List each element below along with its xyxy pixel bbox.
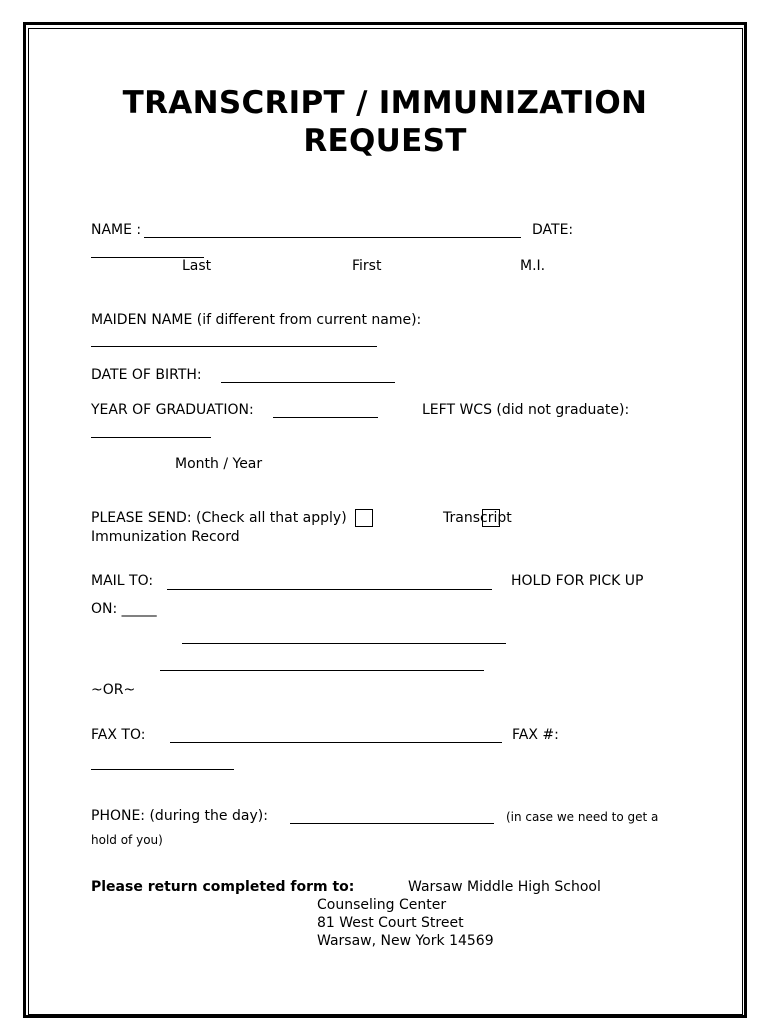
return-department: Counseling Center	[317, 897, 447, 913]
maiden-name-input-line[interactable]	[91, 346, 377, 347]
dob-input-line[interactable]	[221, 382, 395, 383]
fax-number-input-line[interactable]	[91, 769, 234, 770]
return-city: Warsaw, New York 14569	[317, 933, 494, 949]
please-send-label: PLEASE SEND: (Check all that apply)	[91, 510, 347, 526]
return-school: Warsaw Middle High School	[408, 879, 601, 895]
maiden-name-label: MAIDEN NAME (if different from current name):	[91, 312, 422, 328]
return-street: 81 West Court Street	[317, 915, 464, 931]
hold-for-pickup-label: HOLD FOR PICK UP	[511, 573, 644, 589]
immunization-option-label: Immunization Record	[91, 529, 240, 545]
phone-input-line[interactable]	[290, 823, 494, 824]
graduation-year-label: YEAR OF GRADUATION:	[91, 402, 254, 418]
fax-number-label: FAX #:	[512, 727, 559, 743]
dob-label: DATE OF BIRTH:	[91, 367, 202, 383]
mail-to-input-line-2[interactable]	[182, 643, 506, 644]
date-label: DATE:	[532, 222, 574, 238]
fax-to-input-line[interactable]	[170, 742, 502, 743]
pickup-on-label: ON: _____	[91, 601, 157, 617]
left-wcs-label: LEFT WCS (did not graduate):	[422, 402, 630, 418]
phone-note-line1: (in case we need to get a	[506, 810, 659, 824]
or-separator: ~OR~	[91, 682, 136, 698]
fax-to-label: FAX TO:	[91, 727, 146, 743]
phone-label: PHONE: (during the day):	[91, 808, 268, 824]
name-label: NAME :	[91, 222, 142, 238]
form-title-line1: TRANSCRIPT / IMMUNIZATION	[122, 85, 648, 121]
month-year-hint: Month / Year	[175, 456, 263, 472]
form-title-line2: REQUEST	[303, 123, 467, 159]
transcript-checkbox[interactable]	[482, 509, 500, 527]
name-sub-last: Last	[182, 258, 212, 274]
mail-to-label: MAIL TO:	[91, 573, 154, 589]
phone-note-line2: hold of you)	[91, 833, 163, 847]
return-label: Please return completed form to:	[91, 879, 355, 895]
graduation-year-input-line[interactable]	[273, 417, 378, 418]
name-input-line[interactable]	[144, 237, 521, 238]
mail-to-input-line-1[interactable]	[167, 589, 492, 590]
name-sub-first: First	[352, 258, 382, 274]
transcript-option-label: Transcript	[443, 510, 512, 526]
immunization-checkbox[interactable]	[355, 509, 373, 527]
mail-to-input-line-3[interactable]	[160, 670, 484, 671]
name-sub-mi: M.I.	[520, 258, 546, 274]
left-wcs-input-line[interactable]	[91, 437, 211, 438]
